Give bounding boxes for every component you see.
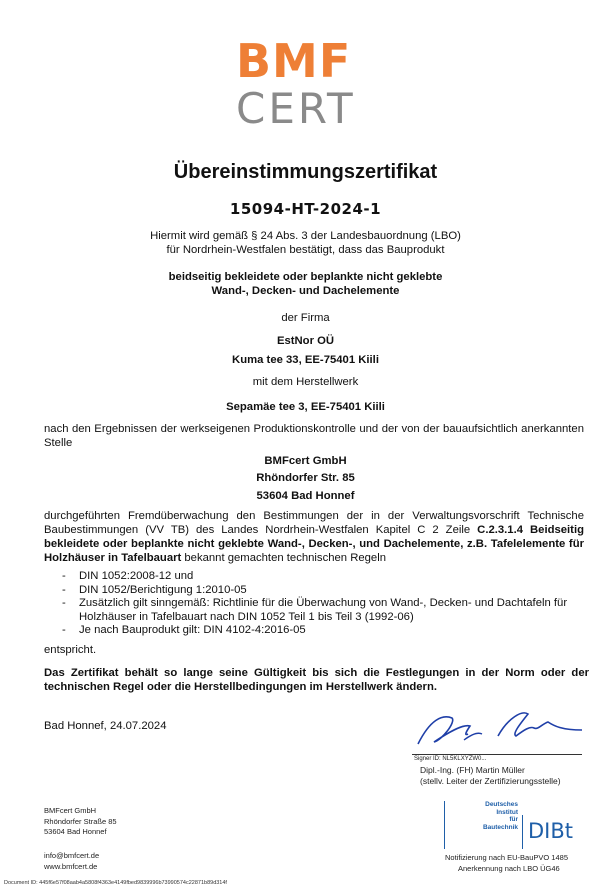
- handwritten-signature: [412, 700, 592, 755]
- bmfcert-logo: [236, 34, 376, 133]
- dibt-name: Deutsches Institut für Bautechnik: [482, 801, 518, 831]
- body-street: Rhöndorfer Str. 85: [256, 472, 355, 484]
- rule-item: - Zusätzlich gilt sinngemäß: Richtlinie für die Überwachung von Wand-, Decken- und Dachtafeln für Holzhäuser in Tafelbauart nach DIN 1052 Teil 1 bis Teil 3 (1992-06): [62, 597, 582, 624]
- footer-web: www.bmfcert.de: [44, 861, 98, 871]
- document-id: Document ID: 445f6e57f08aab4a5808f4363e4149fbed9839996b73990574c22871b89d314f: [4, 880, 227, 886]
- signatory-block: [420, 765, 561, 787]
- rule-item: - DIN 1052/Berichtigung 1:2010-05: [62, 584, 582, 598]
- product-line-1: beidseitig bekleidete oder beplankte nicht geklebte: [168, 271, 443, 283]
- company-address: Kuma tee 33, EE-75401 Kiili: [232, 354, 379, 366]
- dibt-mark: DIBt: [528, 819, 574, 843]
- body-city: 53604 Bad Honnef: [256, 490, 355, 502]
- body-name: BMFcert GmbH: [264, 455, 347, 467]
- intro-line-2: für Nordrhein-Westfalen bestätigt, dass das Bauprodukt: [166, 244, 445, 256]
- signature-line: [412, 754, 582, 755]
- paragraph-inspection-body: nach den Ergebnissen der werkseigenen Produktionskontrolle und der von der bauaufsichtlich anerkannten Stelle: [44, 423, 584, 449]
- footer-email: info@bmfcert.de: [44, 851, 100, 860]
- rule-item: - Je nach Bauprodukt gilt: DIN 4102-4:2016-05: [62, 624, 582, 638]
- footer-address: [44, 806, 117, 838]
- paragraph-regulations-part-1: durchgeführten Fremdüberwachung den Bestimmungen der in der Verwaltungsvorschrift Technische Baubestimmungen (VV TB) des Landes Nordrhein-Westfalen Kapitel C 2 Zeile: [44, 510, 584, 536]
- paragraph-regulations: [44, 509, 584, 565]
- paragraph-regulations-bold: C.2.3.1.4 Beidseitig bekleidete oder beplankte nicht geklebte Wand-, Decken-, und Dachelemente, z.B. Tafelelemente für Holzhäuser in Tafelbauart: [44, 524, 584, 564]
- paragraph-regulations-part-2: bekannt gemachten technischen Regeln: [181, 552, 387, 564]
- footer-company: BMFcert GmbH: [44, 806, 97, 815]
- rules-list: [62, 570, 582, 638]
- footer-city: 53604 Bad Honnef: [44, 827, 107, 836]
- logo-line-2: CERT: [236, 84, 356, 133]
- footer-notification: Notifizierung nach EU-BauPVO 1485: [445, 853, 568, 862]
- rule-item: - DIN 1052:2008-12 und: [62, 570, 582, 584]
- dibt-logo: [444, 801, 586, 849]
- signatory-role: (stellv. Leiter der Zertifizierungsstelle): [420, 776, 561, 786]
- company-name: EstNor OÜ: [276, 335, 335, 347]
- footer-contact: [44, 851, 99, 872]
- place-date: Bad Honnef, 24.07.2024: [44, 720, 167, 732]
- footer-street: Rhöndorfer Straße 85: [44, 816, 117, 826]
- footer-recognition: Anerkennung nach LBO ÜG46: [458, 864, 560, 873]
- validity-statement: Das Zertifikat behält so lange seine Gültigkeit bis sich die Festlegungen in der Norm oder der technischen Regel oder die Herstellbedingungen im Herstellwerk ändern.: [44, 667, 589, 693]
- intro-line-1: Hiermit wird gemäß § 24 Abs. 3 der Landesbauordnung (LBO): [150, 230, 461, 242]
- signer-id: Signer ID: NL5KLXYZW0...: [414, 756, 487, 762]
- herstellwerk-label: mit dem Herstellwerk: [252, 376, 359, 388]
- logo-line-1: BMF: [236, 34, 352, 88]
- certificate-title: Übereinstimmungszertifikat: [173, 161, 438, 183]
- signatory-name: Dipl.-Ing. (FH) Martin Müller: [420, 765, 525, 775]
- product-line-2: Wand-, Decken- und Dachelemente: [211, 285, 400, 297]
- der-firma-label: der Firma: [281, 312, 330, 324]
- certificate-number: 15094-HT-2024-1: [229, 200, 382, 218]
- plant-address: Sepamäe tee 3, EE-75401 Kiili: [226, 401, 385, 413]
- entspricht-text: entspricht.: [44, 644, 97, 656]
